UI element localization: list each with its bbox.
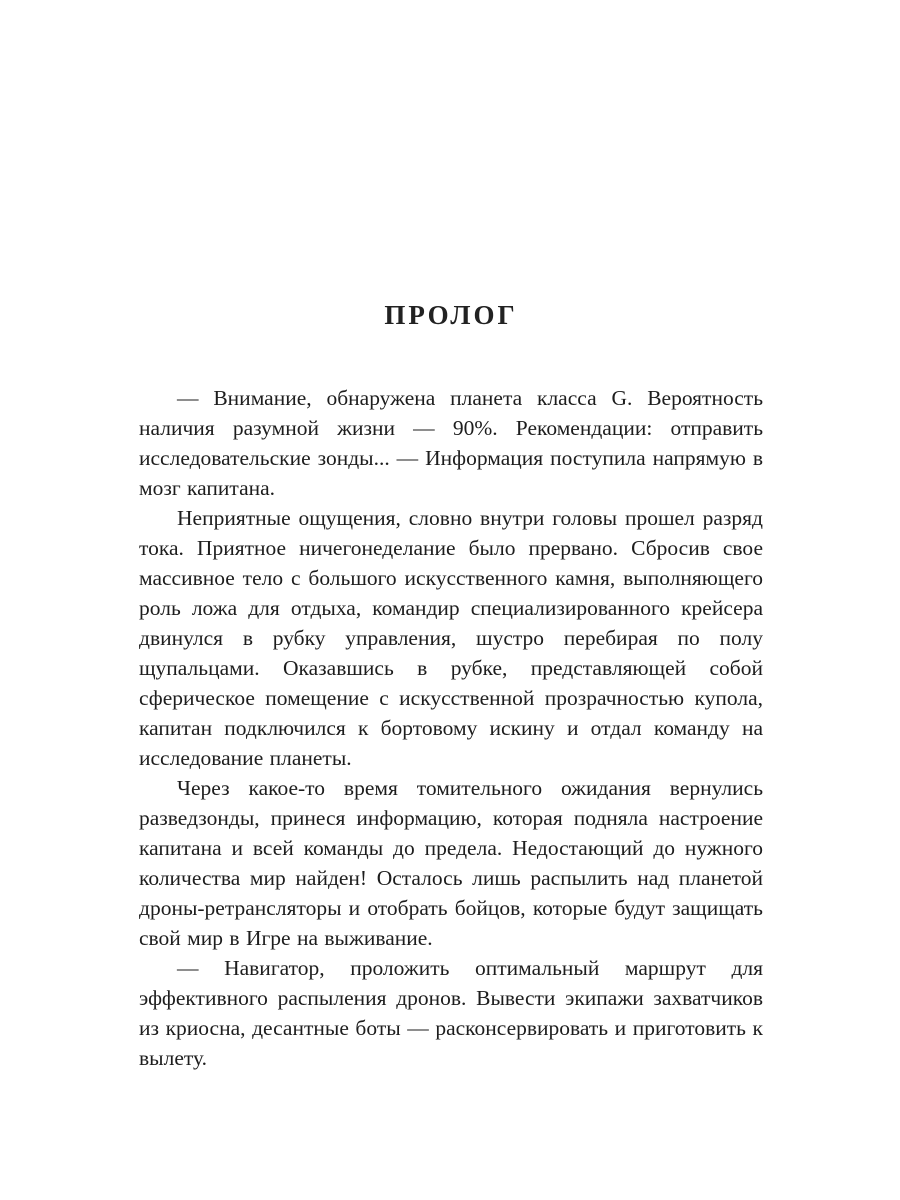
chapter-title: ПРОЛОГ (384, 300, 518, 330)
paragraph: — Навигатор, проложить оптимальный маршрут для эффективного распыления дронов. Вывести экипажи захватчиков из криосна, десантные боты — расконсервировать и приготовить к вылету. (139, 956, 763, 1070)
paragraph: — Внимание, обнаружена планета класса G. Вероятность наличия разумной жизни — 90%. Рекомендации: отправить исследовательские зонды... — Информация поступила напрямую в мозг капитана. (139, 386, 763, 500)
paragraph: Через какое-то время томительного ожидания вернулись разведзонды, принеся информацию, которая подняла настроение капитана и всей команды до предела. Недостающий до нужного количества мир найден! Осталось лишь распылить над планетой дроны-ретрансляторы и отобрать бойцов, которые будут защищать свой мир в Игре на выживание. (139, 776, 763, 950)
paragraph: Неприятные ощущения, словно внутри головы прошел разряд тока. Приятное ничегонеделание было прервано. Сбросив свое массивное тело с большого искусственного камня, выполняющего роль ложа для отдыха, командир специализированного крейсера двинулся в рубку управления, шустро перебирая по полу щупальцами. Оказавшись в рубке, представляющей собой сферическое помещение с искусственной прозрачностью купола, капитан подключился к бортовому искину и отдал команду на исследование планеты. (139, 506, 763, 770)
book-page (139, 0, 763, 1073)
